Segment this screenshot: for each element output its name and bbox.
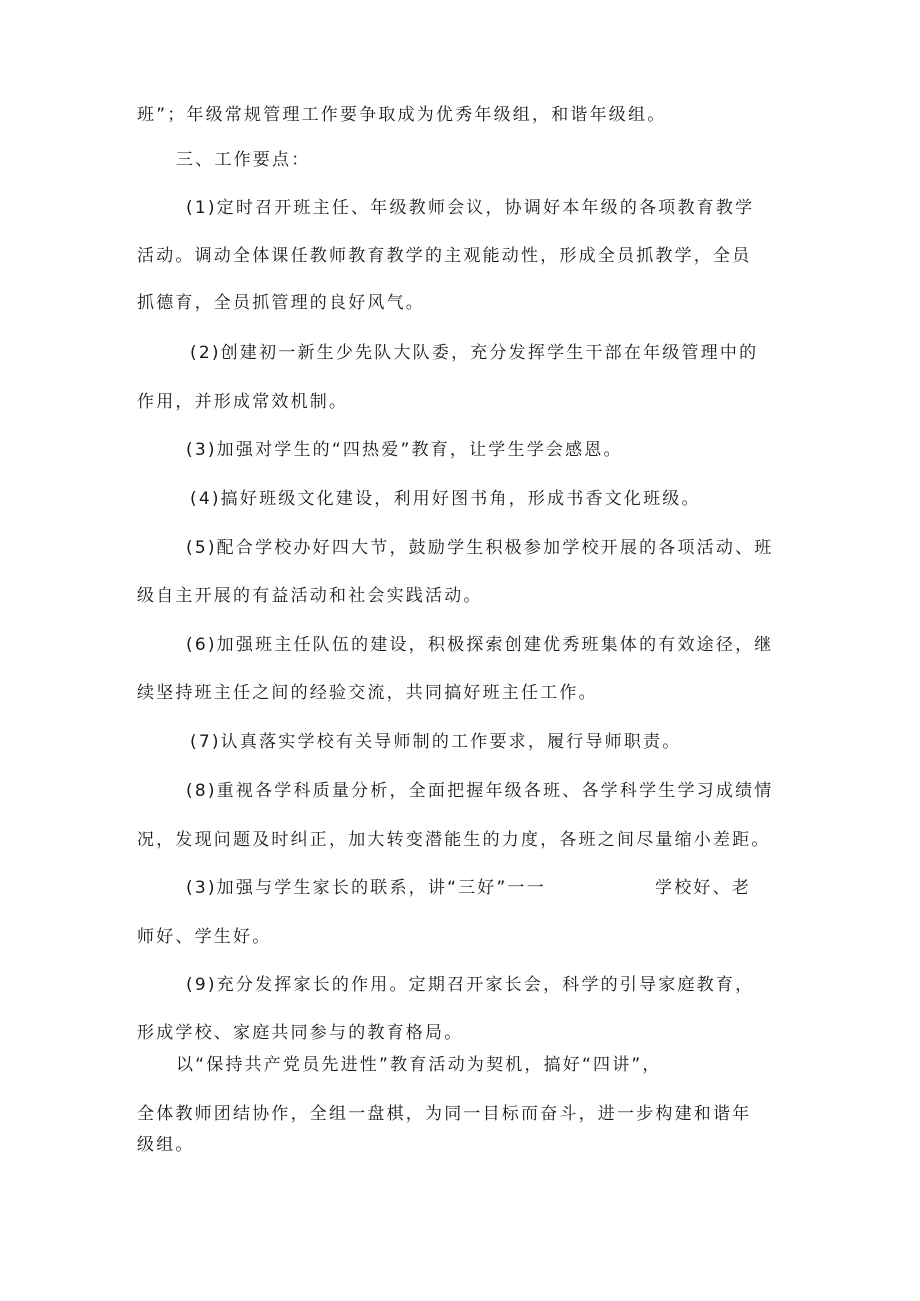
item-2-line-2: 作用，并形成常效机制。 bbox=[137, 392, 349, 412]
item-5-line-1: (5)配合学校办好四大节，鼓励学生积极参加学校开展的各项活动、班 bbox=[186, 538, 774, 558]
closing-line-1: 以“保持共产党员先进性”教育活动为契机，搞好“四讲”， bbox=[176, 1055, 662, 1075]
item-6-line-1: (6)加强班主任队伍的建设，积极探索创建优秀班集体的有效途径，继 bbox=[186, 635, 774, 655]
item-6-line-2: 续坚持班主任之间的经验交流，共同搞好班主任工作。 bbox=[137, 683, 598, 703]
item-1-line-2: 活动。调动全体课任教师教育教学的主观能动性，形成全员抓教学，全员 bbox=[137, 246, 752, 266]
item-1-line-3: 抓德育，全员抓管理的良好风气。 bbox=[137, 293, 425, 313]
item-3-line-1: (3)加强对学生的“四热爱”教育，让学生学会感恩。 bbox=[186, 440, 623, 460]
item-7-line-1: (7)认真落实学校有关导师制的工作要求，履行导师职责。 bbox=[190, 732, 682, 752]
item-9-line-2: 形成学校、家庭共同参与的教育格局。 bbox=[137, 1023, 464, 1043]
item-8-line-1: (8)重视各学科质量分析，全面把握年级各班、各学科学生学习成绩情 bbox=[186, 781, 774, 801]
item-5-line-2: 级自主开展的有益活动和社会实践活动。 bbox=[137, 586, 483, 606]
text-line-intro-continuation: 班”；年级常规管理工作要争取成为优秀年级组，和谐年级组。 bbox=[137, 105, 667, 125]
item-3b-line-1-part-2: 学校好、老 bbox=[655, 878, 751, 898]
closing-line-2: 全体教师团结协作，全组一盘棋，为同一目标而奋斗，进一步构建和谐年 bbox=[137, 1104, 752, 1124]
item-4-line-1: (4)搞好班级文化建设，利用好图书角，形成书香文化班级。 bbox=[190, 489, 701, 509]
item-1-line-1: (1)定时召开班主任、年级教师会议，协调好本年级的各项教育教学 bbox=[186, 198, 755, 218]
section-heading-work-points: 三、工作要点： bbox=[176, 150, 311, 170]
item-3b-line-1-part-1: (3)加强与学生家长的联系，讲“三好”一一 bbox=[186, 878, 546, 898]
item-3b-line-2: 师好、学生好。 bbox=[137, 927, 272, 947]
item-2-line-1: (2)创建初一新生少先队大队委，充分发挥学生干部在年级管理中的 bbox=[190, 343, 759, 363]
item-8-line-2: 况，发现问题及时纠正，加大转变潜能生的力度，各班之间尽量缩小差距。 bbox=[137, 830, 771, 850]
closing-line-3: 级组。 bbox=[137, 1135, 195, 1155]
item-9-line-1: (9)充分发挥家长的作用。定期召开家长会，科学的引导家庭教育， bbox=[186, 975, 755, 995]
